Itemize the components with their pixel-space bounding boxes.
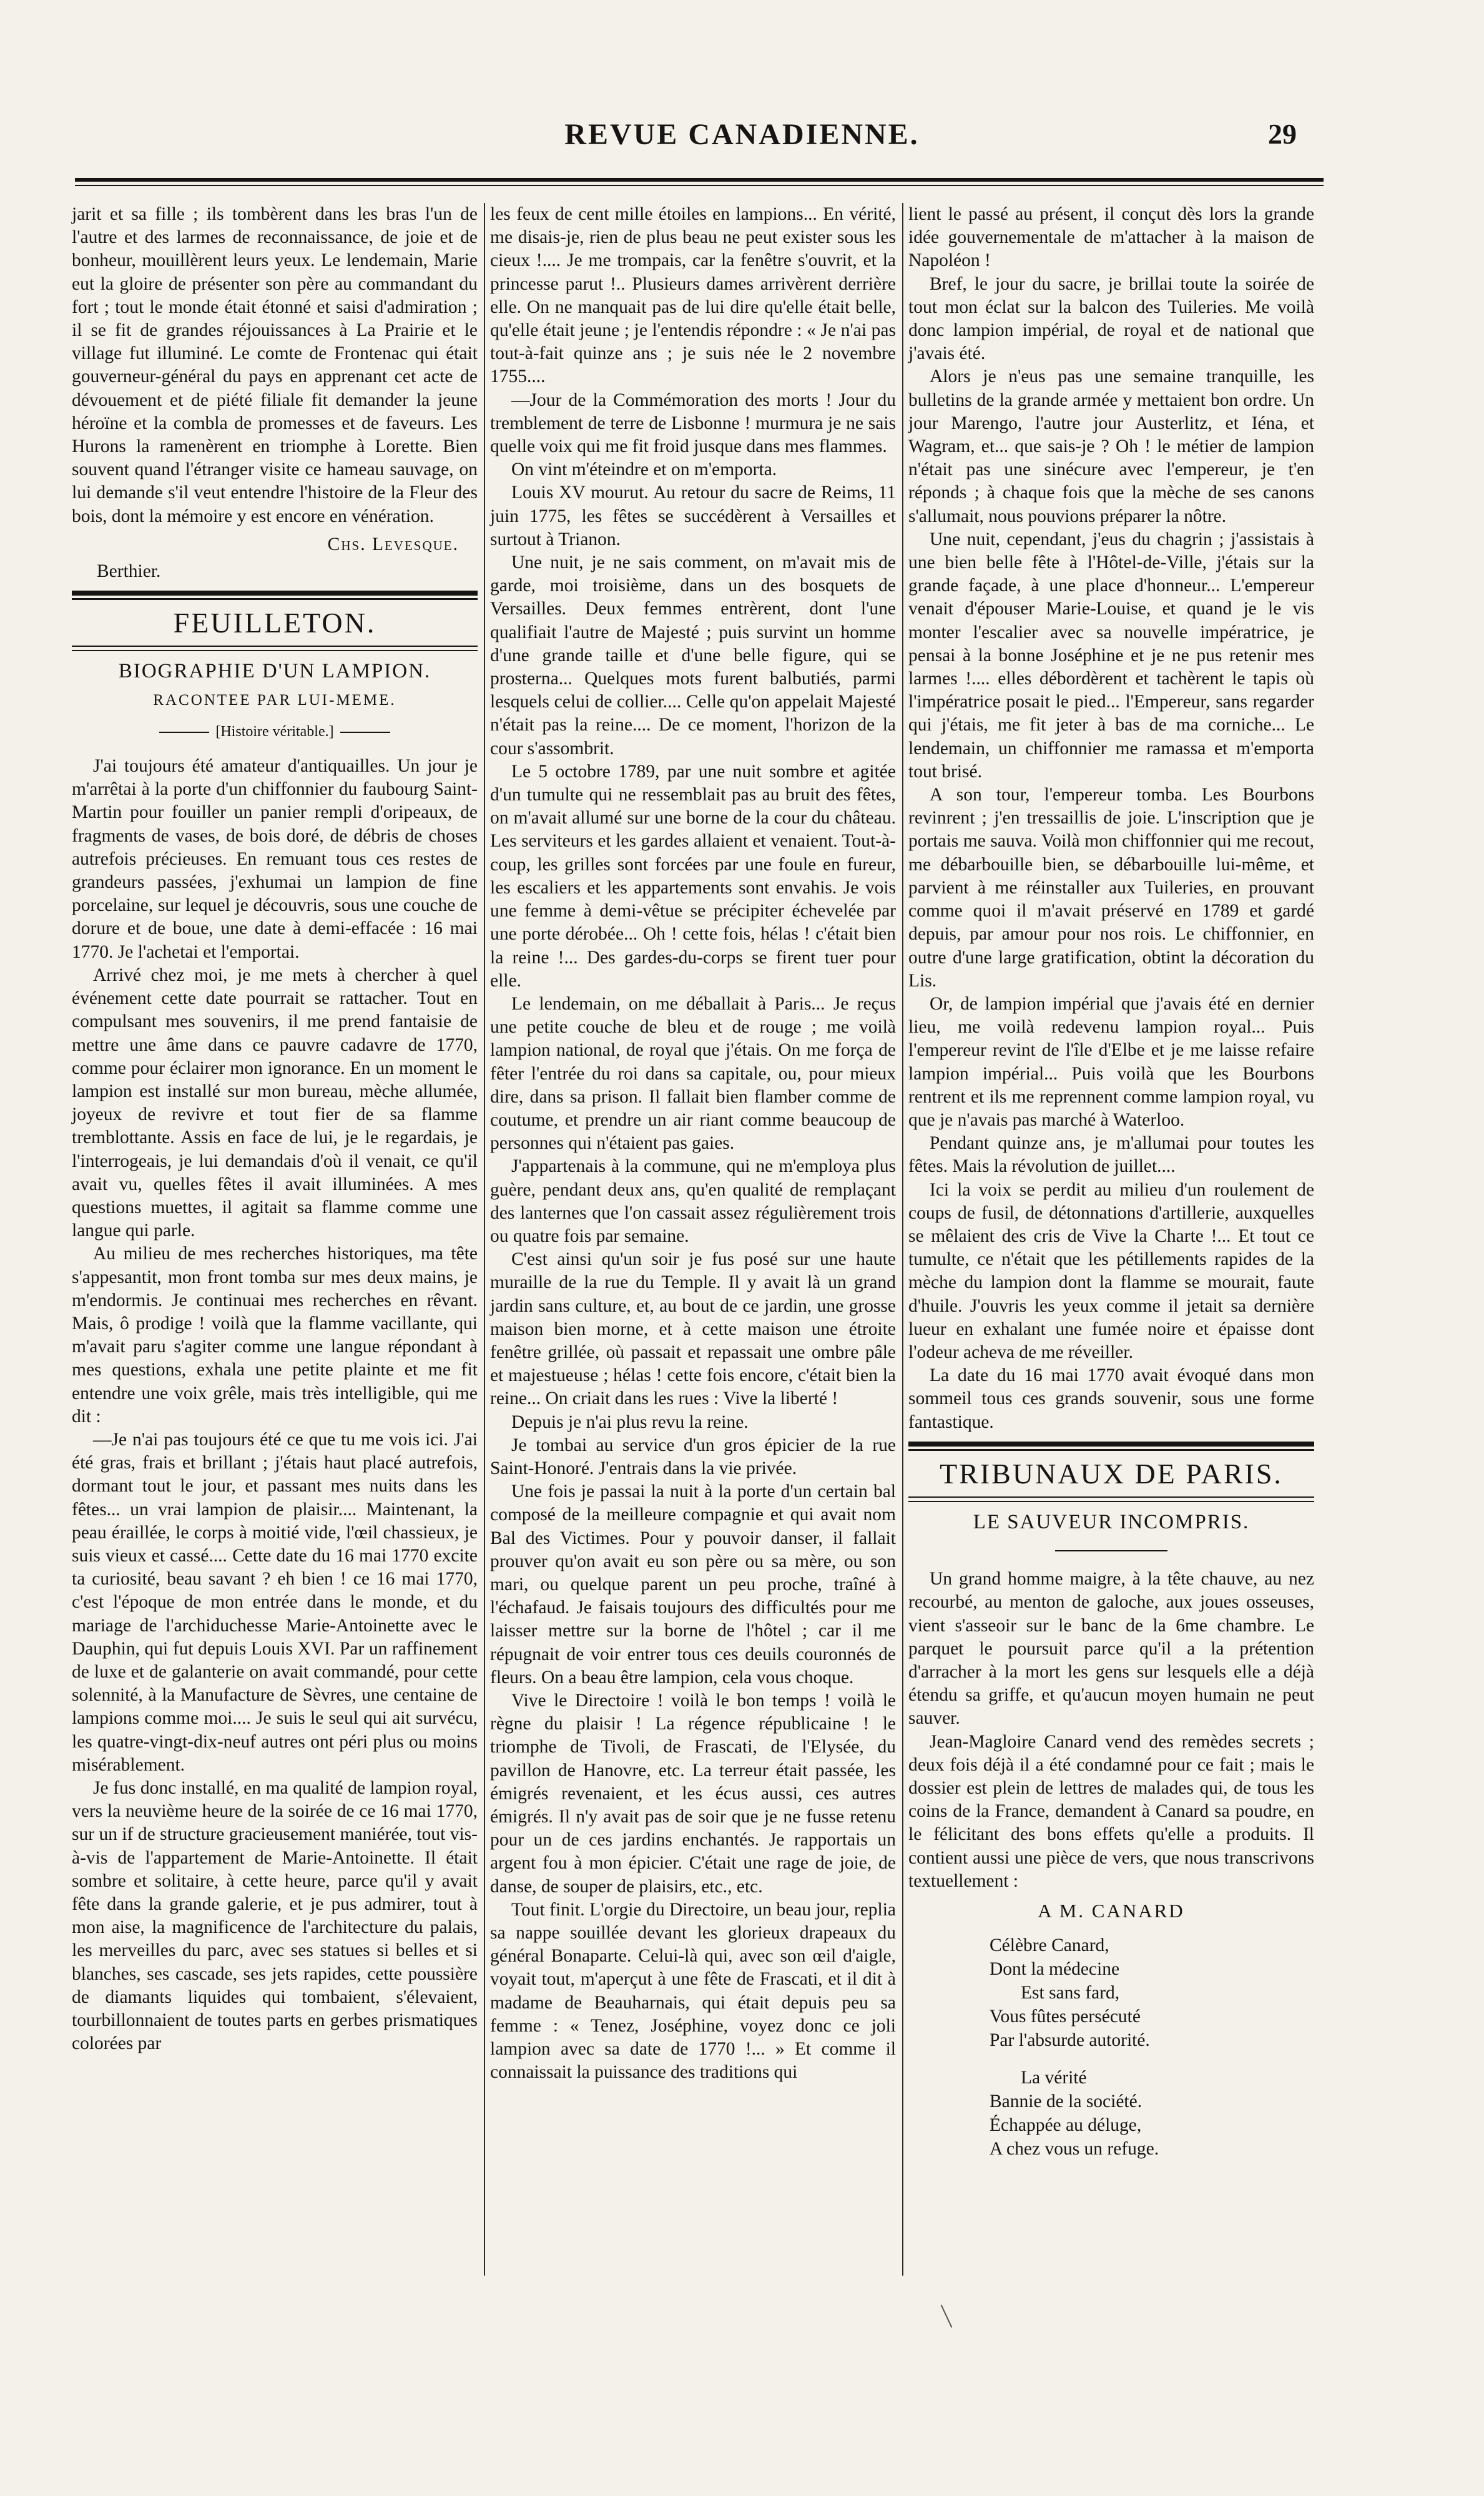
article-paragraph: lient le passé au présent, il conçut dès lors la grande idée gouvernementale de m'attacher à la maison de Napoléon ! — [908, 204, 1314, 271]
article-paragraph: Louis XV mourut. Au retour du sacre de Reims, 11 juin 1775, les fêtes se succédèrent à Versailles et surtout à Trianon. — [490, 483, 896, 549]
article-paragraph: —Jour de la Commémoration des morts ! Jour du tremblement de terre de Lisbonne ! murmura je ne sais quelle voix qui me fit froid jusque dans mes flammes. — [490, 390, 896, 457]
header-rule — [75, 178, 1324, 182]
article-paragraph: Alors je n'eus pas une semaine tranquille, les bulletins de la grande armée y mettaient bon ordre. Un jour Marengo, l'autre jour Austerlitz, et Iéna, et Wagram, et... que sais-je ? Oh ! le métier de lampion n'était pas une sinécure avec l'empereur, je t'en réponds ; à chaque fois que la mèche de ses canons s'allumait, nous pouvions préparer la nôtre. — [908, 366, 1314, 526]
poem-line: Échappée au déluge, — [990, 2115, 1142, 2136]
ink-mark — [941, 2304, 953, 2327]
poem — [908, 1899, 1314, 2161]
section-rule-thin — [908, 1449, 1314, 1451]
poem-line: La vérité — [1021, 2068, 1087, 2088]
article-paragraph: Une nuit, je ne sais comment, on m'avait mis de garde, moi troisième, dans un des bosquets de Versailles. Deux femmes entrèrent, dont l'une qualifiait l'autre de Majesté ; puis survint un homme d'une grande taille et d'une belle figure, qui se prosterna... Quelques mots furent balbutiés, parmi lesquels celui de collier.... Celle qu'on appelait Majesté n'était pas la reine.... De ce moment, l'horizon de la cour s'assombrit. — [490, 553, 896, 759]
section-rule — [908, 1442, 1314, 1447]
article-paragraph: Tout finit. L'orgie du Directoire, un beau jour, replia sa nappe souillée devant les glorieux drapeaux du général Bonaparte. Celui-là qui, avec son œil d'aigle, voyait tout, m'aperçut à une fête de Frascati, et il dit à madame de Beauharnais, qui était depuis peu sa femme : « Tenez, Joséphine, voyez donc ce joli lampion avec sa date de 1770 !... » Et comme il connaissait la puissance des traditions qui — [490, 1899, 896, 2083]
article-paragraph: —Je n'ai pas toujours été ce que tu me vois ici. J'ai été gras, frais et brillant ; j'étais haut placé autrefois, dormant tout le jour, et passant mes nuits dans les fêtes... un vrai lampion de plaisir.... Maintenant, la peau éraillée, le corps à moitié vide, l'œil chassieux, je suis vieux et cassé.... Cette date du 16 mai 1770 excite ta curiosité, beau savant ? eh bien ! ce 16 mai 1770, c'est l'époque de mon entrée dans le monde, et du mariage de l'archiduchesse Marie-Antoinette avec le Dauphin, qui fut depuis Louis XVI. Par un raffinement de luxe et de galanterie on avait commandé, pour cette solennité, à la Manufacture de Sèvres, une centaine de lampions comme moi.... Je suis le seul qui ait survécu, les quatre-vingt-dix-neuf autres ont péri plus ou moins misérablement. — [72, 1429, 478, 1775]
dash-rule — [340, 732, 390, 733]
article-paragraph: J'ai toujours été amateur d'antiquailles. Un jour je m'arrêtai à la porte d'un chiffonnier du faubourg Saint-Martin pour fouiller un panier rempli d'oripeaux, de fragments de vases, de bois doré, de débris de choses autrefois précieuses. En remuant tous ces restes de grandeurs passées, j'exhumai un lampion de fine porcelaine, sur lequel je découvris, sous une couche de dorure et de boue, une date à demi-effacée : 16 mai 1770. Je l'achetai et l'emportai. — [72, 756, 478, 962]
article-paragraph: Or, de lampion impérial que j'avais été en dernier lieu, me voilà redevenu lampion royal... Puis l'empereur revint de l'île d'Elbe et je me laisse refaire lampion impérial... Puis voilà que les Bourbons rentrent et ils me reprennent comme lampion royal, vu que je n'avais pas marché à Waterloo. — [908, 993, 1314, 1130]
story-conclusion: jarit et sa fille ; ils tombèrent dans les bras l'un de l'autre et des larmes de reconnaissance, de joie et de bonheur, mouillèrent leurs yeux. Le lendemain, Marie eut la gloire de présenter son père au commandant du fort ; tout le monde était étonné et saisi d'admiration ; il se fit de grandes réjouissances à La Prairie et le village fut illuminé. Le comte de Frontenac qui était gouverneur-général du pays en apprenant cet acte de dévouement et de piété filiale fit demander la jeune héroïne et la combla de promesses et de faveurs. Les Hurons la ramenèrent en triomphe à Lorette. Bien souvent quand l'étranger visite ce hameau sauvage, on lui demande s'il veut entendre l'histoire de la Fleur des bois, dont la mémoire y est encore en vénération. — [72, 204, 478, 526]
section-rule — [72, 591, 478, 596]
article-paragraph: A son tour, l'empereur tomba. Les Bourbons revinrent ; j'en tressaillis de joie. L'inscription que je portais me sauva. Voilà mon chiffonnier qui me recout, me débarbouille bien, se débarbouille lui-même, et parvient à me réinstaller aux Tuileries, en prouvant comme quoi il m'avait préservé en 1789 et gardé depuis, par amour pour nos rois. Le chiffonnier, en outre d'une large gratification, obtint la décoration du Lis. — [908, 785, 1314, 991]
column-divider — [902, 203, 903, 2276]
article-paragraph: Au milieu de mes recherches historiques, ma tête s'appesantit, mon front tomba sur mes deux mains, je m'endormis. Je continuai mes recherches en rêvant. Mais, ô prodige ! voilà que la flamme vacillante, qui m'avait paru s'agiter comme une langue répondant à mes questions, exhala une petite plainte et me fit entendre une voix grêle, mais très intelligible, qui me dit : — [72, 1244, 478, 1427]
article-paragraph: Un grand homme maigre, à la tête chauve, au nez recourbé, au menton de galoche, aux joues osseuses, vient s'asseoir sur le banc de la 6me chambre. Le parquet le poursuit parce qu'il a la prétention d'arracher à la mort les gens sur lesquels elle a déjà étendu sa griffe, et qu'aucun moyen humain ne peut sauver. — [908, 1569, 1314, 1729]
page-header — [0, 112, 1484, 162]
article-note — [72, 720, 478, 744]
article-paragraph: Jean-Magloire Canard vend des remèdes secrets ; deux fois déjà il a été condamné pour ce fait ; mais le dossier est plein de lettres de malades qui, de tous les coins de la France, demandent à Canard sa poudre, en le félicitant des bons effets qu'elle a produits. Il contient aussi une pièce de vers, que nous transcrivons textuellement : — [908, 1731, 1314, 1891]
column-1 — [72, 203, 478, 2055]
article-title: LE SAUVEUR INCOMPRIS. — [973, 1510, 1250, 1533]
article-paragraph: Arrivé chez moi, je me mets à chercher à quel événement cette date pourrait se rattacher. Tout en compulsant mes souvenirs, il me prend fantaisie de mettre une âme dans ce pauvre cadavre de 1770, comme pour éclairer mon ignorance. En un moment le lampion est installé sur mon bureau, mèche allumée, joyeux de revivre et tout fier de sa flamme tremblottante. Assis en face de lui, je le regardais, je l'interrogeais, je lui demandais d'où il venait, ce qu'il avait vu, quelles fêtes il avait illuminées. A mes questions muettes, il agitait sa flamme comme une langue qui parle. — [72, 965, 478, 1241]
column-2 — [490, 203, 896, 2084]
article-paragraph: Pendant quinze ans, je m'allumai pour toutes les fêtes. Mais la révolution de juillet.... — [908, 1133, 1314, 1177]
article-paragraph: C'est ainsi qu'un soir je fus posé sur une haute muraille de la rue du Temple. Il y avait là un grand jardin sans culture, et, au bout de ce jardin, une grosse maison bien morne, et à cette maison une étroite fenêtre grillée, où passait et repassait une ombre pâle et majestueuse ; hélas ! cette fois encore, c'était bien la reine... On criait dans les rues : Vive la liberté ! — [490, 1249, 896, 1409]
poem-line: Par l'absurde autorité. — [990, 2030, 1150, 2051]
column-divider — [484, 203, 485, 2276]
poem-line: Dont la médecine — [990, 1959, 1120, 1980]
page-number: 29 — [1268, 118, 1297, 150]
poem-line: Vous fûtes persécuté — [990, 2007, 1141, 2027]
poem-line: Bannie de la société. — [990, 2091, 1142, 2112]
title-rule — [1055, 1550, 1167, 1551]
article-paragraph: Ici la voix se perdit au milieu d'un roulement de coups de fusil, de détonnations d'artillerie, auxquelles se mêlaient des cris de Vive la Charte !... Et tout ce tumulte, ce n'était que les pétillements rapides de la mèche du lampion dont la flamme se mourait, faute d'huile. J'ouvris les yeux comme il jetait sa dernière lueur en exhalant une fumée noire et épaisse dont l'odeur acheva de me réveiller. — [908, 1179, 1314, 1362]
article-paragraph: Bref, le jour du sacre, je brillai toute la soirée de tout mon éclat sur la balcon des Tuileries. Me voilà donc lampion impérial, de royal et de national que j'avais été. — [908, 273, 1314, 364]
article-paragraph: Depuis je n'ai plus revu la reine. — [511, 1412, 749, 1432]
article-paragraph: Je fus donc installé, en ma qualité de lampion royal, vers la neuvième heure de la soirée de ce 16 mai 1770, sur un if de structure gracieusement maniérée, tout vis-à-vis de l'appartement de Marie-Antoinette. Il était sombre et solitaire, à cette heure, parce qu'il y avait fête dans la grande galerie, et je pus admirer, tout à mon aise, la magnificence de l'architecture du palais, les merveilles du parc, avec ses statues si belles et si blanches, ses cascade, ses jets rapides, cette poussière de diamants liquides qui tombaient, s'élevaient, tourbillonnaient de toutes parts en gerbes prismatiques colorées par — [72, 1778, 478, 2054]
article-note-text: [Histoire véritable.] — [215, 723, 334, 740]
article-paragraph: Une nuit, cependant, j'eus du chagrin ; j'assistais à une bien belle fête à l'Hôtel-de-Ville, j'étais sur la grande façade, à une place d'honneur... L'empereur venait d'épouser Marie-Louise, et quand je le vis monter l'escalier avec sa nouvelle impératrice, je pensai à la bonne Joséphine et je ne pus retenir mes larmes !.... elles débordèrent et tachèrent le tapis où l'impératrice posait le pied... l'Empereur, sans regarder qui j'étais, me fit jeter à bas de ma corniche... Le lendemain, un chiffonnier me ramassa et m'emporta tout brisé. — [908, 529, 1314, 782]
section-rule-thin — [72, 598, 478, 600]
poem-title: A M. CANARD — [1038, 1900, 1185, 1922]
dash-rule — [159, 732, 209, 733]
section-title-tribunaux: TRIBUNAUX DE PARIS. — [940, 1457, 1283, 1490]
poem-line: Est sans fard, — [1021, 1983, 1120, 2003]
article-paragraph: Une fois je passai la nuit à la porte d'un certain bal composé de la meilleure compagnie et qui avait nom Bal des Victimes. Pour y pouvoir danser, il fallait prouver qu'on avait eu son père ou sa mère, ou son mari, ou quelque parent un peu proche, traîné à l'échafaud. Je faisais toujours des difficultés pour me laisser mettre sur la borne de l'hôtel ; car il me répugnait de voir entrer tous ces deuils couronnés de fleurs. On a beau être lampion, cela vous choque. — [490, 1481, 896, 1688]
header-rule-thin — [75, 185, 1324, 186]
article-paragraph: Le lendemain, on me déballait à Paris... Je reçus une petite couche de bleu et de rouge ; me voilà lampion national, de royal que j'étais. On me força de fêter l'entrée du roi dans sa capitale, ou, pour mieux dire, dans sa prison. Il fallait bien flamber comme de coutume, et prendre un air riant comme beaucoup de personnes qui n'étaient pas gaies. — [490, 993, 896, 1154]
column-3 — [908, 203, 1314, 2161]
poem-line: Célèbre Canard, — [990, 1935, 1109, 1956]
article-paragraph: La date du 16 mai 1770 avait évoqué dans mon sommeil tous ces grands souvenir, sous une forme fantastique. — [908, 1365, 1314, 1432]
article-subtitle: RACONTEE PAR LUI-MEME. — [153, 691, 396, 709]
article-paragraph: Le 5 octobre 1789, par une nuit sombre et agitée d'un tumulte qui ne ressemblait pas au bruit des fêtes, on m'avait allumé sur une borne de la cour du château. Les serviteurs et les gardes allaient et venaient. Tout-à-coup, les grilles sont forcées par une foule en fureur, les escaliers et les appartements sont envahis. Je vois une femme à demi-vêtue se précipiter échevelée par une porte dérobée... Oh ! cette fois, hélas ! c'était bien la reine !... Des gardes-du-corps se firent tuer pour elle. — [490, 761, 896, 991]
running-title: REVUE CANADIENNE. — [564, 118, 920, 151]
author-signature: Chs. Levesque. — [327, 534, 459, 554]
poem-line: A chez vous un refuge. — [990, 2139, 1159, 2159]
section-double-rule — [72, 646, 478, 651]
article-paragraph: J'appartenais à la commune, qui ne m'employa plus guère, pendant deux ans, qu'en qualité de remplaçant des lanternes que l'on cassait assez régulièrement trois ou quatre fois par semaine. — [490, 1156, 896, 1246]
article-paragraph: Vive le Directoire ! voilà le bon temps ! voilà le règne du plaisir ! La régence républicaine ! le triomphe de Tivoli, de Frascati, de l'Elysée, du pavillon de Hanovre, etc. La terreur était passée, les émigrés revenaient, et les écus aussi, ces autres émigrés. Il n'y avait pas de soir que je ne fusse retenu pour un de ces jardins enchantés. Je rapportais un argent fou à mon épicier. C'était une rage de joie, de danse, de souper de plaisirs, etc., etc. — [490, 1691, 896, 1897]
article-title: BIOGRAPHIE D'UN LAMPION. — [118, 660, 431, 683]
stanza-gap — [908, 2052, 1314, 2066]
dateline-place: Berthier. — [97, 561, 161, 582]
article-paragraph: Je tombai au service d'un gros épicier de la rue Saint-Honoré. J'entrais dans la vie privée. — [490, 1435, 896, 1478]
article-paragraph: les feux de cent mille étoiles en lampions... En vérité, me disais-je, rien de plus beau ne peut exister sous les cieux !.... Je me trompais, car la fenêtre s'ouvrit, et la princesse parut !.. Plusieurs dames arrivèrent derrière elle. On ne manquait pas de lui dire qu'elle était belle, qu'elle était jeune ; je l'entendis répondre : « Je n'ai pas tout-à-fait quinze ans ; je suis née le 2 novembre 1755.... — [490, 204, 896, 387]
section-title-feuilleton: FEUILLETON. — [173, 607, 376, 639]
section-double-rule — [908, 1496, 1314, 1502]
article-paragraph: On vint m'éteindre et on m'emporta. — [511, 459, 777, 480]
